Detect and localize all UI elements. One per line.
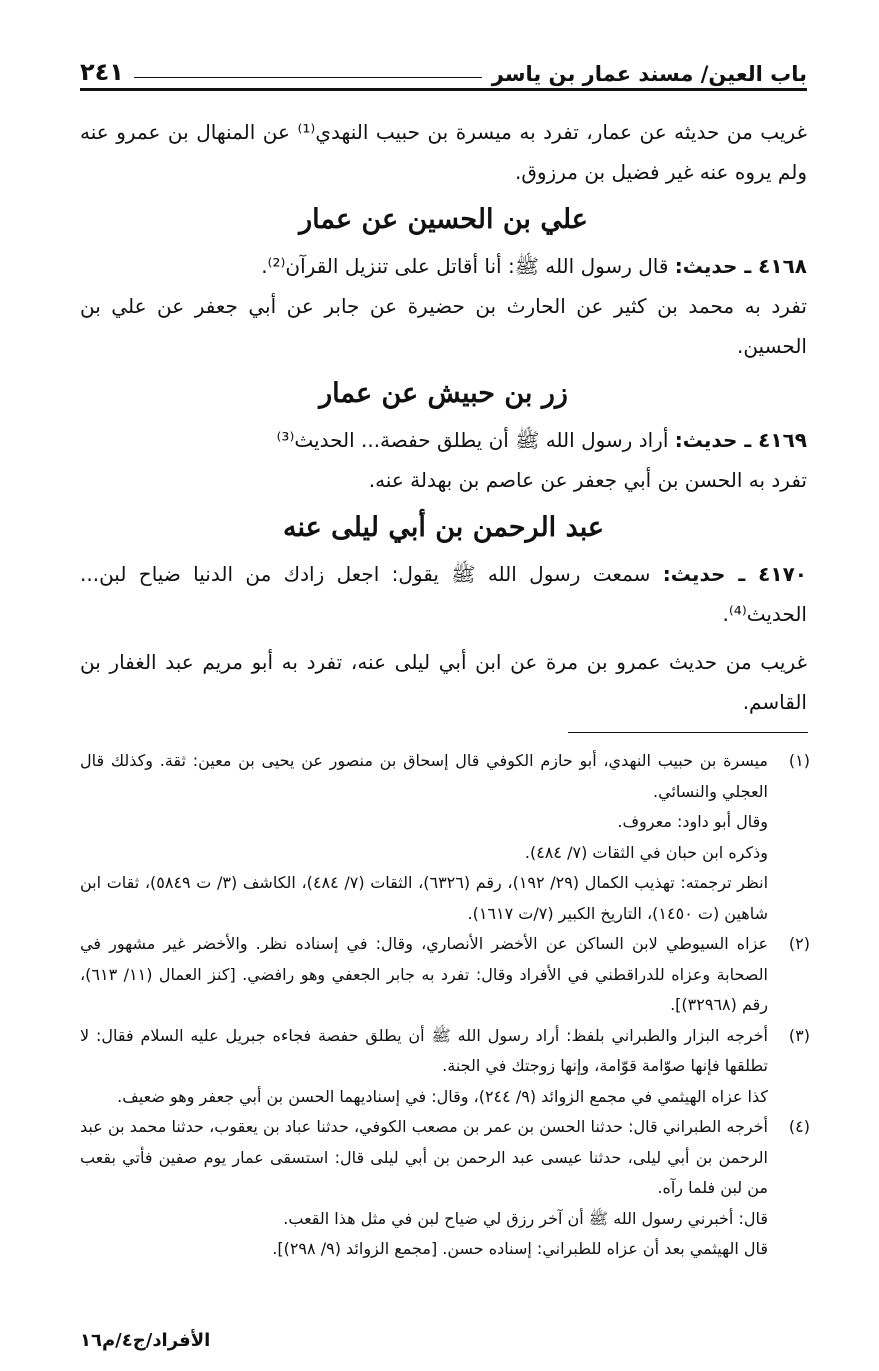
- hadith-note: تفرد به الحسن بن أبي جعفر عن عاصم بن بهدلة عنه.: [368, 468, 807, 492]
- footnote-line: قال: أخبرني رسول الله ﷺ أن آخر رزق لي ضياح لبن في مثل هذا القعب.: [283, 1208, 768, 1228]
- hadith-4169: [80, 420, 807, 460]
- hadith-number: ٤١٧٠ ـ حديث:: [662, 562, 807, 586]
- hadith-note: تفرد به محمد بن كثير عن الحارث بن حضيرة عن جابر عن أبي جعفر عن علي بن الحسين.: [80, 294, 807, 358]
- header-rule: [80, 88, 807, 91]
- section-heading-ali-bin-al-husayn: علي بن الحسين عن عمار: [299, 204, 588, 235]
- footnote-4: [80, 1112, 810, 1265]
- footnote-3: [80, 1021, 810, 1113]
- intro-paragraph: غريب من حديثه عن عمار، تفرد به ميسرة بن حبيب النهدي⁽¹⁾ عن المنهال بن عمرو عنه ولم يروه عنه غير فضيل بن مرزوق.: [80, 120, 808, 184]
- footnote-separator: [568, 732, 808, 733]
- hadith-number: ٤١٦٨ ـ حديث:: [674, 254, 807, 278]
- hadith-text: أراد رسول الله ﷺ أن يطلق حفصة... الحديث⁽³⁾: [276, 428, 669, 452]
- main-text: [80, 112, 807, 722]
- footnote-number: (١): [788, 751, 810, 770]
- footnote-line: أخرجه البزار والطبراني بلفظ: أراد رسول الله ﷺ أن يطلق حفصة فجاءه جبريل عليه السلام فقال: لا تطلقها فإنها صوّامة قوّامة، وإنها زوجتك في الجنة.: [80, 1025, 768, 1075]
- footnote-line: ميسرة بن حبيب النهدي، أبو حازم الكوفي قال إسحاق بن منصور عن يحيى بن معين: ثقة. وكذلك قال العجلي والنسائي.: [80, 751, 768, 801]
- footnote-2: [80, 929, 810, 1021]
- footnote-line: وقال أبو داود: معروف.: [617, 812, 768, 831]
- header-leader-line: [134, 77, 482, 78]
- hadith-text: سمعت رسول الله ﷺ يقول: اجعل زادك من الدنيا ضياح لبن... الحديث⁽⁴⁾.: [80, 562, 807, 626]
- section-heading-zirr-bin-hubaysh: زر بن حبيش عن عمار: [319, 378, 568, 409]
- hadith-text: قال رسول الله ﷺ: أنا أقاتل على تنزيل القرآن⁽²⁾.: [261, 254, 669, 278]
- printer-signature: الأفراد/ج٤/م١٦: [80, 1330, 211, 1351]
- running-header: [80, 44, 807, 86]
- footnote-line: عزاه السيوطي لابن الساكن عن الأخضر الأنصاري، وقال: في إسناده نظر. والأخضر غير مشهور في الصحابة وعزاه للدراقطني في الأفراد وقال: تفرد به جابر الجعفي وهو رافضي. [كنز العمال (١١/ ٦١٣)، رقم (٣٢٩٦٨)].: [80, 934, 769, 1014]
- footnote-number: (٢): [788, 934, 810, 953]
- footnote-line: أخرجه الطبراني قال: حدثنا الحسن بن عمر بن مصعب الكوفي، حدثنا عباد بن يعقوب، حدثنا محمد بن عبد الرحمن بن أبي ليلى، حدثنا عيسى عبد الرحمن بن أبي ليلى قال: استسقى عمار يوم صفين فأتي بقعب من لبن فلما رآه.: [80, 1117, 768, 1197]
- section-heading-abd-al-rahman: عبد الرحمن بن أبي ليلى عنه: [282, 512, 605, 543]
- footnote-number: (٤): [788, 1117, 810, 1136]
- footnotes: [80, 746, 810, 1265]
- hadith-4168: [80, 246, 807, 286]
- footnote-line: انظر ترجمته: تهذيب الكمال (٢٩/ ١٩٢)، رقم (٦٣٢٦)، الثقات (٧/ ٤٨٤)، الكاشف (٣/ ت ٥٨٤٩)، ثقات ابن شاهين (ت ١٤٥٠)، التاريخ الكبير (٧/ت ١٦١٧).: [80, 873, 769, 923]
- hadith-note: غريب من حديث عمرو بن مرة عن ابن أبي ليلى عنه، تفرد به أبو مريم عبد الغفار بن القاسم.: [80, 650, 807, 714]
- header-title: باب العين/ مسند عمار بن ياسر: [491, 62, 807, 86]
- footnote-line: كذا عزاه الهيثمي في مجمع الزوائد (٩/ ٢٤٤)، وقال: في إسناديهما الحسن بن أبي جعفر وهو ضعيف.: [117, 1086, 768, 1106]
- page-number: ٢٤١: [80, 58, 124, 86]
- footnote-line: وذكره ابن حبان في الثقات (٧/ ٤٨٤).: [524, 842, 768, 862]
- footnote-line: قال الهيثمي بعد أن عزاه للطبراني: إسناده حسن. [مجمع الزوائد (٩/ ٢٩٨)].: [272, 1239, 768, 1258]
- hadith-4170: [80, 554, 807, 634]
- footnote-number: (٣): [788, 1025, 810, 1045]
- footnote-1: [80, 746, 810, 929]
- hadith-number: ٤١٦٩ ـ حديث:: [674, 428, 807, 452]
